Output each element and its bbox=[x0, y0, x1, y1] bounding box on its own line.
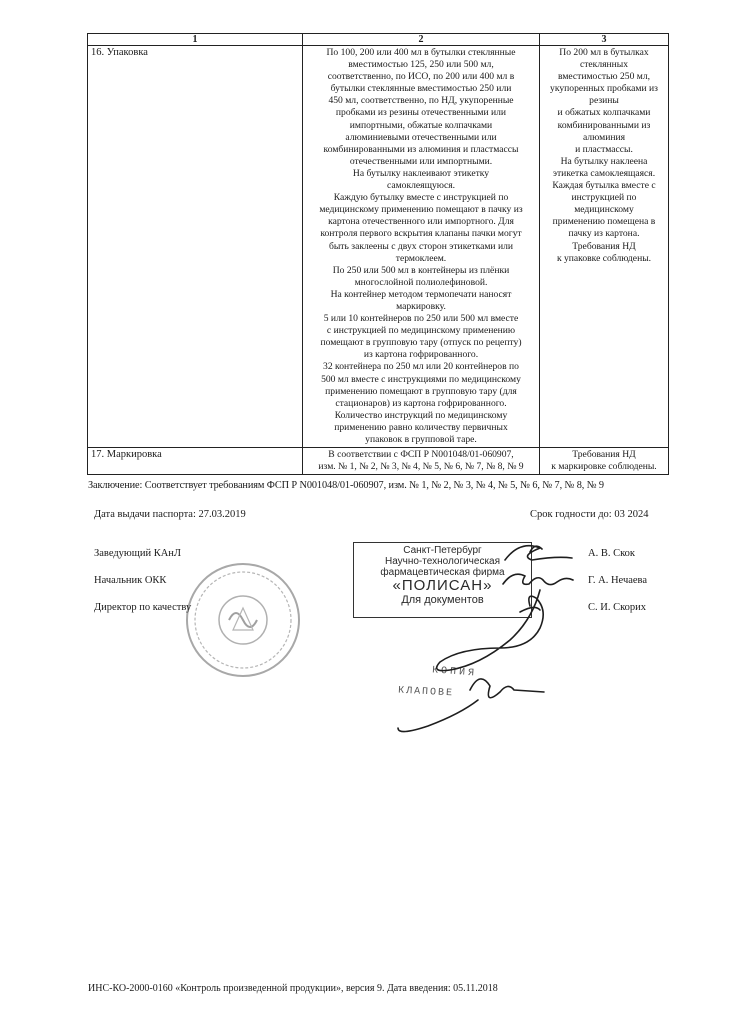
table-header-row bbox=[88, 34, 669, 46]
result-cell bbox=[540, 448, 669, 475]
requirement-cell bbox=[303, 448, 540, 475]
requirement-line: термоклеем. bbox=[395, 252, 447, 264]
result-line: пачку из картона. bbox=[568, 228, 640, 240]
requirement-line: импортными, обжатые колпачками bbox=[349, 119, 493, 131]
copy-stamp-line-2: КЛАПОВЕ bbox=[397, 685, 455, 700]
requirement-line: применению помещают в групповую тару (для bbox=[325, 385, 517, 397]
requirement-line: из картона гофрированного. bbox=[363, 349, 479, 361]
result-line: медицинскому bbox=[574, 204, 634, 216]
requirement-line: с инструкцией по медицинскому применению bbox=[326, 325, 516, 337]
company-stamp bbox=[353, 542, 532, 618]
result-line: По 200 мл в бутылках bbox=[559, 47, 649, 58]
requirement-line: медицинскому применению помещают в пачку из bbox=[319, 204, 523, 216]
result-line: и пластмассы. bbox=[575, 143, 633, 155]
requirement-line: 450 мл, соответственно, по НД, укупоренные bbox=[328, 95, 514, 107]
requirement-line: На бутылку наклеивают этикетку bbox=[352, 167, 490, 179]
requirement-line: 32 контейнера по 250 мл или 20 контейнеров по bbox=[323, 361, 519, 373]
stamp-line-5: Для документов bbox=[401, 594, 484, 606]
requirement-line: 500 мл вместе с инструкциями по медицинскому bbox=[321, 373, 521, 385]
requirement-line: Каждую бутылку вместе с инструкцией по bbox=[333, 192, 509, 204]
requirement-line: изм. № 1, № 2, № 3, № 4, № 5, № 6, № 7, № 8, № 9 bbox=[318, 461, 524, 473]
result-line: этикетка самоклеящаяся. bbox=[552, 167, 656, 179]
result-line: к упаковке соблюдены. bbox=[556, 252, 652, 264]
requirement-line: На контейнер методом термопечати наносят bbox=[330, 288, 512, 300]
requirement-line: соответственно, по ИСО, по 200 или 400 мл в bbox=[327, 71, 515, 83]
result-line: Каждая бутылка вместе с bbox=[552, 180, 656, 192]
table-row bbox=[88, 448, 669, 475]
result-line: резины bbox=[589, 95, 619, 107]
requirement-line: упаковок в групповой таре. bbox=[365, 434, 477, 445]
requirement-line: быть заклеены с двух сторон этикетками или bbox=[328, 240, 513, 252]
round-seal-icon bbox=[183, 560, 303, 680]
result-line: На бутылку наклеена bbox=[560, 155, 648, 167]
requirement-line: самоклеящуюся. bbox=[386, 180, 456, 192]
result-line: Требования НД bbox=[572, 449, 636, 461]
requirement-line: Количество инструкций по медицинскому bbox=[334, 409, 508, 421]
requirement-line: маркировку. bbox=[396, 300, 446, 312]
requirement-line: алюминиевыми отечественными или bbox=[345, 131, 497, 143]
requirement-line: вместимостью 125, 250 или 500 мл, bbox=[348, 59, 494, 71]
signatory-title: Начальник ОКК bbox=[94, 575, 167, 586]
result-line: инструкцией по bbox=[571, 192, 637, 204]
table-row bbox=[88, 46, 669, 448]
expiry-date: Срок годности до: 03 2024 bbox=[530, 509, 649, 520]
requirement-line: отечественными или импортными. bbox=[349, 155, 493, 167]
signatory-name: Г. А. Нечаева bbox=[588, 575, 648, 586]
row-name: 17. Маркировка bbox=[88, 448, 303, 475]
requirement-line: комбинированными из алюминия и пластмассы bbox=[323, 143, 519, 155]
result-cell bbox=[540, 46, 669, 448]
requirement-line: 5 или 10 контейнеров по 250 или 500 мл вместе bbox=[323, 313, 519, 325]
row-name: 16. Упаковка bbox=[88, 46, 303, 448]
column-header-1: 1 bbox=[88, 34, 303, 46]
result-line: стеклянных bbox=[579, 59, 629, 71]
requirement-line: пробками из резины отечественными или bbox=[335, 107, 507, 119]
result-line: к маркировке соблюдены. bbox=[551, 461, 657, 473]
copy-stamp-line-1: КОПИЯ bbox=[431, 665, 478, 680]
requirement-line: многослойной полиолефиновой. bbox=[354, 276, 488, 288]
issue-date: Дата выдачи паспорта: 27.03.2019 bbox=[94, 509, 246, 520]
requirement-line: помещают в групповую тару (отпуск по рецепту) bbox=[320, 337, 522, 349]
stamp-line-2: Научно-технологическая bbox=[384, 556, 501, 567]
requirement-line: картона отечественного или импортного. Для bbox=[328, 216, 514, 228]
requirement-line: По 250 или 500 мл в контейнеры из плёнки bbox=[332, 264, 510, 276]
signatory-title: Директор по качеству bbox=[94, 602, 192, 613]
stamp-line-city: Санкт-Петербург bbox=[403, 545, 482, 556]
footer-text: ИНС-КО-2000-0160 «Контроль произведенной продукции», версия 9. Дата введения: 05.11.2018 bbox=[88, 983, 498, 994]
requirement-line: бутылки стеклянные вместимостью 250 или bbox=[330, 83, 512, 95]
stamp-company-name: «ПОЛИСАН» bbox=[392, 577, 493, 594]
requirement-cell bbox=[303, 46, 540, 448]
column-header-2: 2 bbox=[303, 34, 540, 46]
requirement-line: стационаров) из картона гофрированного. bbox=[335, 397, 507, 409]
result-line: применению помещена в bbox=[552, 216, 656, 228]
result-line: алюминия bbox=[582, 131, 626, 143]
requirement-line: По 100, 200 или 400 мл в бутылки стеклянные bbox=[326, 47, 516, 58]
signatory-name: С. И. Скорих bbox=[588, 602, 647, 613]
result-line: комбинированными из bbox=[557, 119, 651, 131]
requirement-line: контроля первого вскрытия клапаны пачки могут bbox=[320, 228, 522, 240]
requirement-line: В соответствии с ФСП Р N001048/01-060907, bbox=[328, 449, 514, 461]
requirement-line: применению равно количеству первичных bbox=[334, 421, 508, 433]
specification-table bbox=[87, 33, 669, 475]
result-line: и обжатых колпачками bbox=[557, 107, 651, 119]
conclusion-text: Заключение: Соответствует требованиям ФСП Р N001048/01-060907, изм. № 1, № 2, № 3, № 4, № 5, № 6, № 7, № 8, № 9 bbox=[88, 480, 604, 491]
column-header-3: 3 bbox=[540, 34, 669, 46]
signatory-name: А. В. Скок bbox=[588, 548, 636, 559]
signatory-title: Заведующий КАнЛ bbox=[94, 548, 182, 559]
stamp-line-3: фармацевтическая фирма bbox=[380, 567, 505, 578]
result-line: укупоренных пробками из bbox=[550, 83, 658, 95]
result-line: Требования НД bbox=[572, 240, 636, 252]
result-line: вместимостью 250 мл, bbox=[557, 71, 651, 83]
